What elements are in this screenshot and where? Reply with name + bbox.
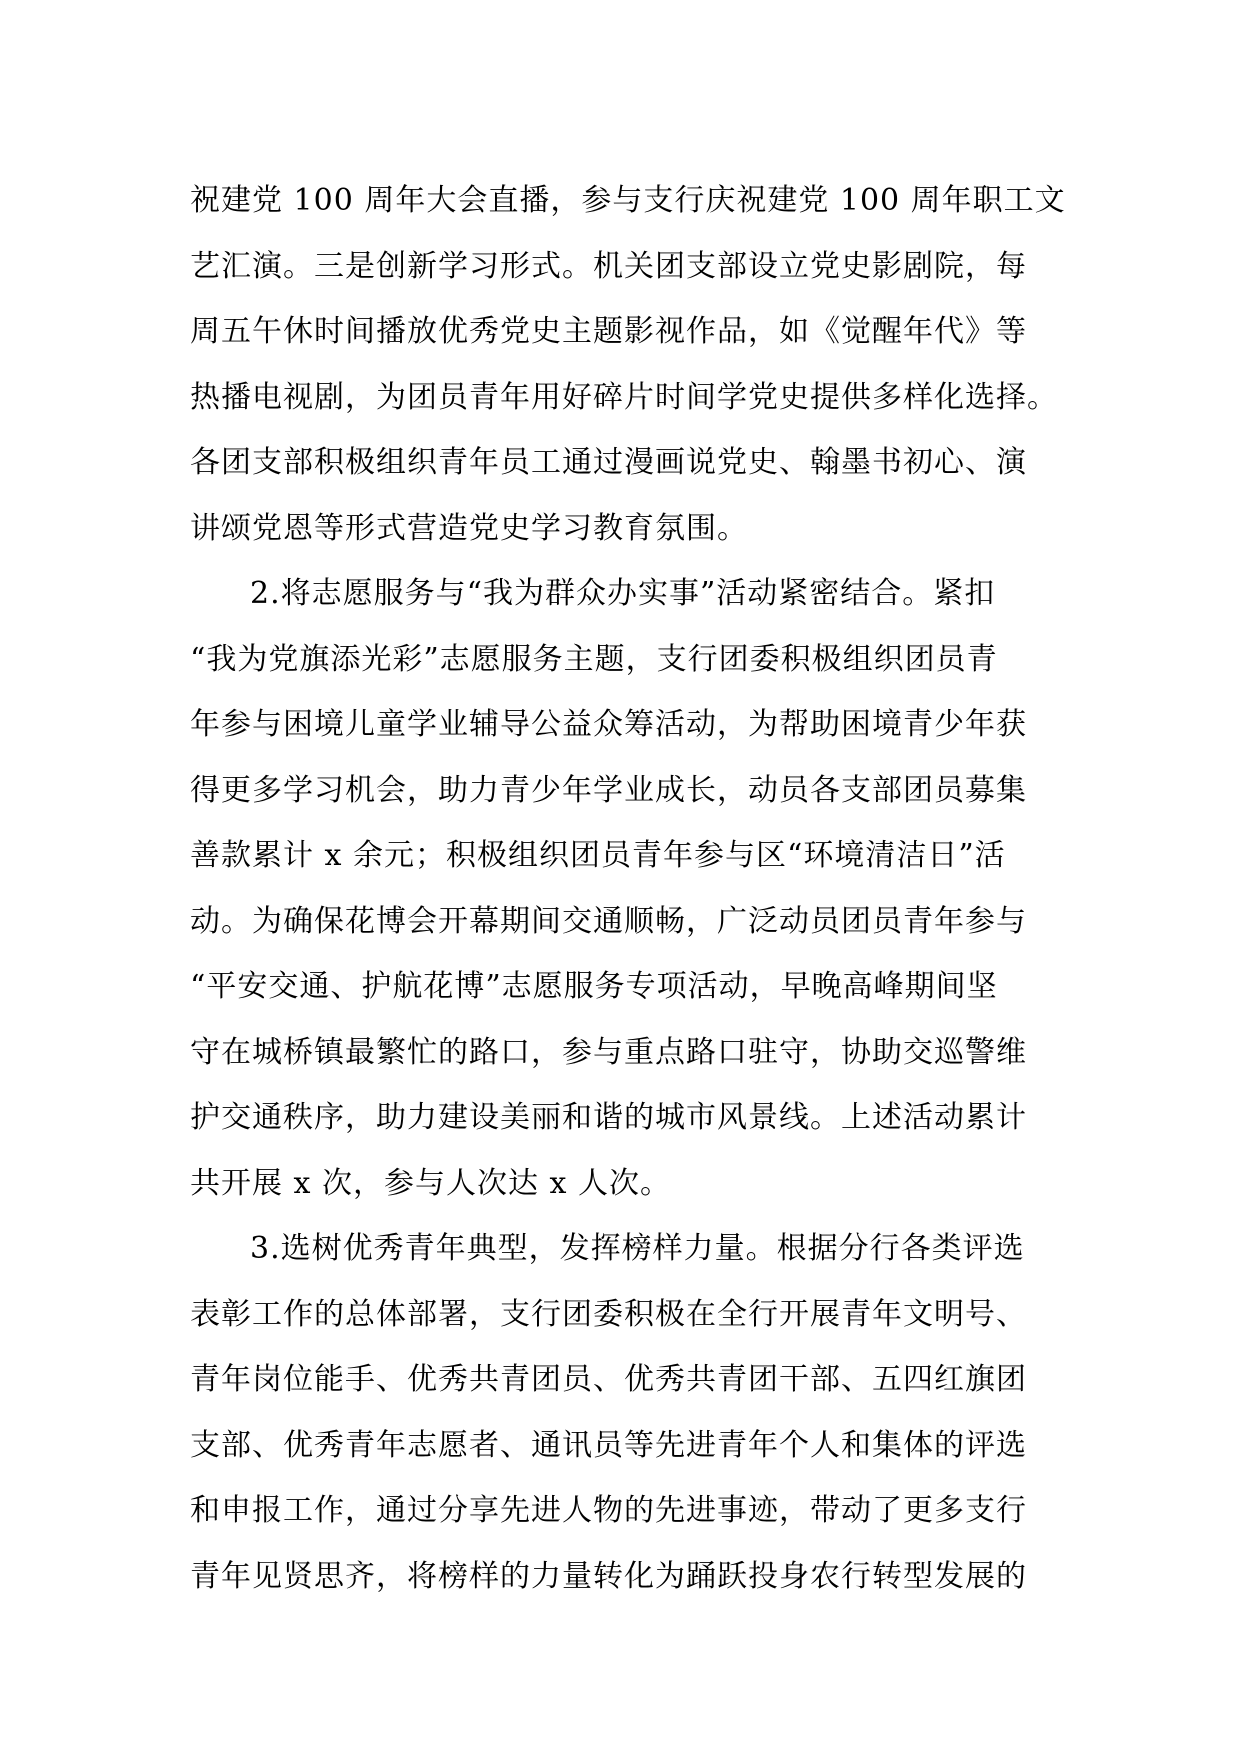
text-line: 青年岗位能手、优秀共青团员、优秀共青团干部、五四红旗团 [190,1362,1027,1397]
text-line: 各团支部积极组织青年员工通过漫画说党史、翰墨书初心、演 [190,445,1027,480]
text-line: 护交通秩序，助力建设美丽和谐的城市风景线。上述活动累计 [190,1100,1027,1135]
text-line: 表彰工作的总体部署，支行团委积极在全行开展青年文明号、 [190,1296,1027,1332]
text-line: 艺汇演。三是创新学习形式。机关团支部设立党史影剧院，每 [190,248,1027,284]
text-line: “我为党旗添光彩”志愿服务主题，支行团委积极组织团员青 [190,641,998,677]
text-line: 和申报工作，通过分享先进人物的先进事迹，带动了更多支行 [190,1493,1027,1528]
paragraph-start-line: 2.将志愿服务与“我为群众办实事”活动紧密结合。紧扣 [250,576,996,611]
text-line: 守在城桥镇最繁忙的路口，参与重点路口驻守，协助交巡警维 [190,1034,1027,1070]
text-line: 共开展 x 次，参与人次达 x 人次。 [190,1165,671,1201]
text-line: 支部、优秀青年志愿者、通讯员等先进青年个人和集体的评选 [190,1427,1027,1463]
text-line: 得更多学习机会，助力青少年学业成长，动员各支部团员募集 [190,772,1027,808]
text-line: 动。为确保花博会开幕期间交通顺畅，广泛动员团员青年参与 [190,903,1027,939]
document-page [190,168,1066,1609]
text-line: 热播电视剧，为团员青年用好碎片时间学党史提供多样化选择。 [190,379,1058,415]
text-line: “平安交通、护航花博”志愿服务专项活动，早晚高峰期间坚 [190,969,998,1004]
text-line: 祝建党 100 周年大会直播，参与支行庆祝建党 100 周年职工文 [190,183,1066,218]
text-line: 青年见贤思齐，将榜样的力量转化为踊跃投身农行转型发展的 [190,1558,1027,1594]
paragraph-start-line: 3.选树优秀青年典型，发挥榜样力量。根据分行各类评选 [250,1231,1025,1266]
text-line: 讲颂党恩等形式营造党史学习教育氛围。 [190,510,748,546]
text-line: 善款累计 x 余元；积极组织团员青年参与区“环境清洁日”活 [190,838,1006,873]
text-line: 周五午休时间播放优秀党史主题影视作品，如《觉醒年代》等 [190,314,1027,349]
text-line: 年参与困境儿童学业辅导公益众筹活动，为帮助困境青少年获 [190,707,1027,742]
